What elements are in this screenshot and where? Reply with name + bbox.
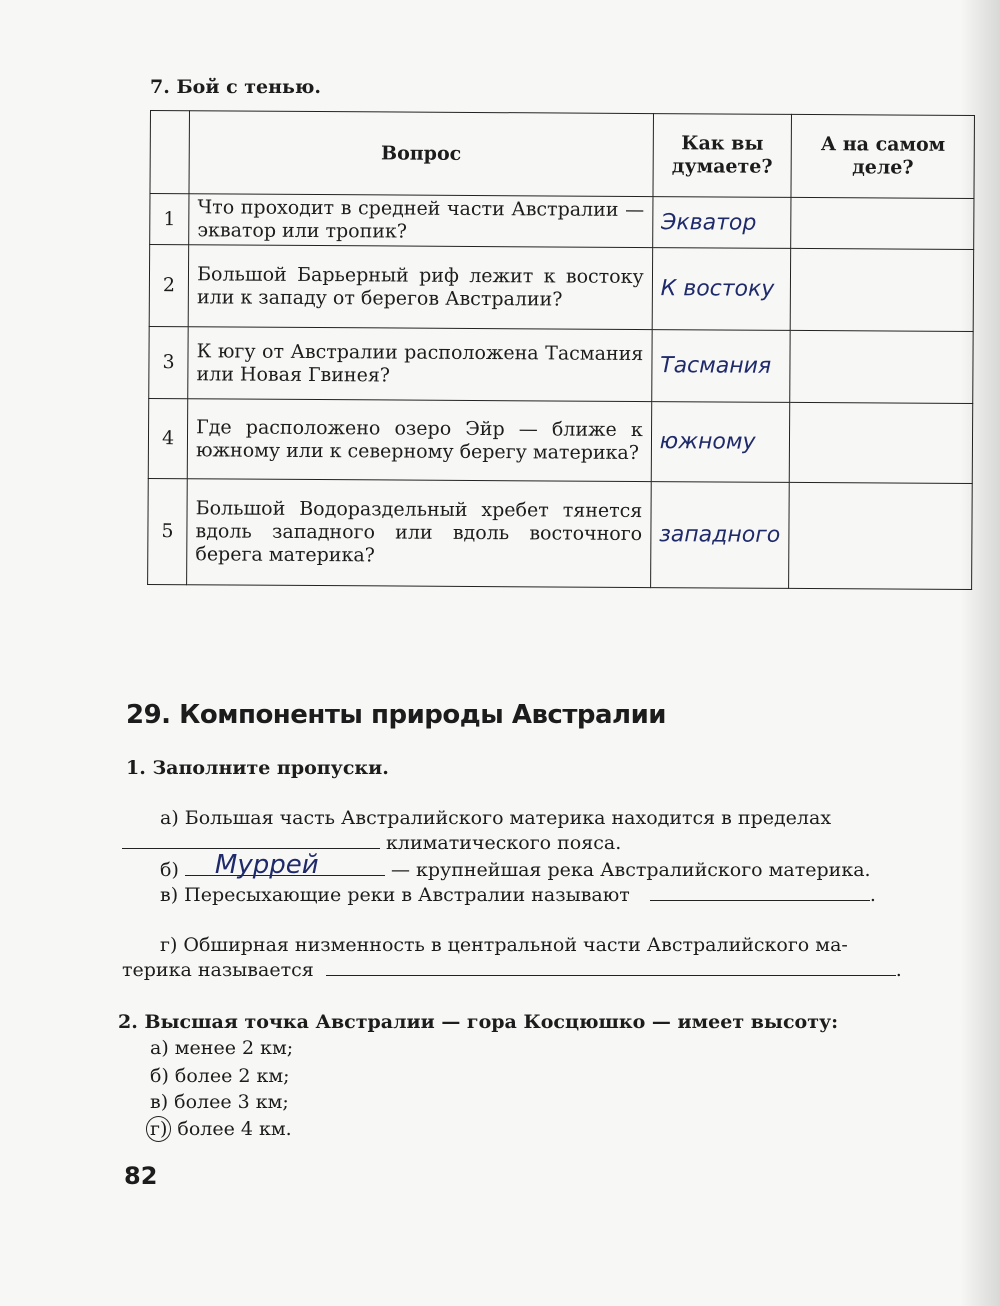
option-d[interactable]	[146, 1116, 292, 1142]
handwritten-answer: Муррей	[214, 850, 319, 880]
table-header	[150, 111, 974, 199]
header-num	[150, 111, 190, 194]
row-number: 4	[148, 398, 188, 478]
task-1a-suffix: климатического пояса.	[386, 832, 622, 854]
task-1c-text: в) Пересыхающие реки в Австралии называют	[160, 884, 630, 906]
table-row	[148, 398, 972, 483]
table-row	[149, 245, 973, 332]
actual-cell[interactable]	[790, 402, 973, 483]
option-b[interactable]: б) более 2 км;	[150, 1065, 290, 1087]
header-question: Вопрос	[189, 111, 653, 197]
task-1b-prefix: б)	[160, 859, 179, 881]
question-cell: Большой Барьерный риф лежит к востоку или к западу от берегов Австралии?	[188, 245, 652, 330]
header-actual: А на самом деле?	[791, 114, 974, 198]
question-cell: Большой Водораздельный хребет тянется вдоль западного или вдоль восточного берега материка?	[187, 479, 651, 588]
guess-cell[interactable]: южному	[651, 402, 790, 483]
blank-river[interactable]	[185, 850, 385, 880]
row-number: 2	[149, 245, 189, 327]
task-1b	[160, 850, 871, 882]
task-1a-text: а) Большая часть Австралийского материка находится в пределах	[160, 807, 832, 829]
row-number: 1	[150, 194, 189, 245]
task-1a-line2	[122, 830, 621, 855]
table-row	[149, 326, 973, 403]
task-1-title: 1. Заполните пропуски.	[126, 757, 389, 779]
question-cell: Где расположено озеро Эйр — ближе к южному или к северному берегу материка?	[187, 399, 651, 482]
shadow-fight-table	[147, 110, 975, 590]
task-1d-line2: терика называется .	[122, 959, 902, 981]
task-1c: в) Пересыхающие реки в Австралии называют .	[160, 884, 876, 906]
page-number: 82	[124, 1162, 158, 1190]
actual-cell[interactable]	[790, 330, 973, 403]
guess-cell[interactable]: западного	[650, 482, 789, 589]
question-cell: Что проходит в средней части Австралии — экватор или тропик?	[189, 194, 653, 248]
task-2-title: 2. Высшая точка Австралии — гора Косцюшко — имеет высоту:	[118, 1011, 839, 1033]
option-d-text: более 4 км.	[177, 1118, 292, 1140]
exercise-7-title: 7. Бой с тенью.	[150, 76, 322, 98]
option-a[interactable]: а) менее 2 км;	[150, 1037, 294, 1059]
blank-lowland[interactable]	[326, 957, 896, 976]
row-number: 3	[149, 326, 189, 398]
task-1d-text: г) Обширная низменность в центральной части Австралийского ма-	[160, 934, 848, 956]
circled-option-letter: г)	[146, 1116, 171, 1142]
actual-cell[interactable]	[791, 197, 974, 249]
task-1d-suffix: терика называется	[122, 959, 314, 981]
guess-cell[interactable]: К востоку	[652, 248, 791, 331]
task-1b-suffix: — крупнейшая река Австралийского материка.	[390, 859, 871, 881]
option-c[interactable]: в) более 3 км;	[150, 1091, 289, 1113]
question-cell: К югу от Австралии расположена Тасмания или Новая Гвинея?	[188, 327, 652, 402]
actual-cell[interactable]	[789, 482, 972, 589]
row-number: 5	[148, 478, 188, 584]
blank-dry-rivers[interactable]	[650, 882, 870, 901]
guess-cell[interactable]: Тасмания	[651, 330, 790, 403]
blank-climate-zone[interactable]	[122, 830, 380, 849]
table-row	[150, 194, 974, 250]
header-guess: Как вы думаете?	[653, 114, 792, 198]
section-title: 29. Компоненты природы Австралии	[126, 700, 667, 730]
table-row	[148, 478, 973, 589]
actual-cell[interactable]	[790, 248, 973, 331]
guess-cell[interactable]: Экватор	[652, 197, 791, 249]
